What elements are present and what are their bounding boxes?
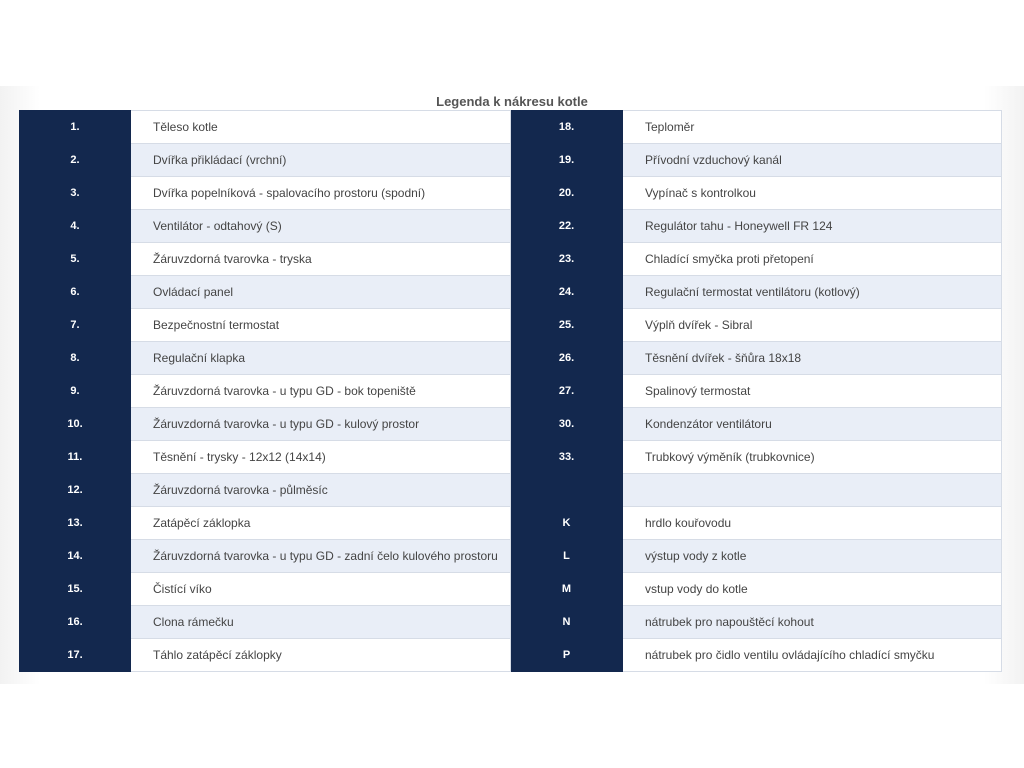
item-number: 19.	[511, 144, 623, 177]
item-number: 26.	[511, 342, 623, 375]
item-description: Čistící víko	[131, 573, 511, 606]
item-number: 4.	[20, 210, 131, 243]
item-description: Těsnění - trysky - 12x12 (14x14)	[131, 441, 511, 474]
legend-table	[19, 110, 1002, 672]
item-description: Dvířka popelníková - spalovacího prostoru (spodní)	[131, 177, 511, 210]
item-number	[511, 474, 623, 507]
item-description: Těleso kotle	[131, 111, 511, 144]
item-description: Přívodní vzduchový kanál	[623, 144, 1002, 177]
item-description: Žáruvzdorná tvarovka - u typu GD - kulový prostor	[131, 408, 511, 441]
item-number: 20.	[511, 177, 623, 210]
item-number: 22.	[511, 210, 623, 243]
item-number: 24.	[511, 276, 623, 309]
item-number: 14.	[20, 540, 131, 573]
item-number: 2.	[20, 144, 131, 177]
table-row	[20, 309, 1002, 342]
legend-table-body	[20, 111, 1002, 672]
item-description: Clona rámečku	[131, 606, 511, 639]
item-description: Ovládací panel	[131, 276, 511, 309]
table-row	[20, 441, 1002, 474]
item-description: hrdlo kouřovodu	[623, 507, 1002, 540]
table-row	[20, 540, 1002, 573]
item-number: 8.	[20, 342, 131, 375]
table-row	[20, 243, 1002, 276]
item-description: Regulátor tahu - Honeywell FR 124	[623, 210, 1002, 243]
table-row	[20, 375, 1002, 408]
item-description: Žáruvzdorná tvarovka - u typu GD - bok topeniště	[131, 375, 511, 408]
item-number: 27.	[511, 375, 623, 408]
table-row	[20, 210, 1002, 243]
item-number: 30.	[511, 408, 623, 441]
item-number: N	[511, 606, 623, 639]
item-description: Těsnění dvířek - šňůra 18x18	[623, 342, 1002, 375]
item-number: 16.	[20, 606, 131, 639]
item-description: Chladící smyčka proti přetopení	[623, 243, 1002, 276]
table-row	[20, 342, 1002, 375]
item-description: Táhlo zatápěcí záklopky	[131, 639, 511, 672]
item-description: Regulační klapka	[131, 342, 511, 375]
table-row	[20, 507, 1002, 540]
item-number: M	[511, 573, 623, 606]
item-number: 18.	[511, 111, 623, 144]
legend-title: Legenda k nákresu kotle	[436, 94, 588, 109]
item-number: 3.	[20, 177, 131, 210]
item-number: 13.	[20, 507, 131, 540]
item-number: 12.	[20, 474, 131, 507]
table-row	[20, 144, 1002, 177]
item-description: Spalinový termostat	[623, 375, 1002, 408]
item-description: Trubkový výměník (trubkovnice)	[623, 441, 1002, 474]
item-description: Regulační termostat ventilátoru (kotlový)	[623, 276, 1002, 309]
item-description: Bezpečnostní termostat	[131, 309, 511, 342]
item-number: 9.	[20, 375, 131, 408]
item-description: Zatápěcí záklopka	[131, 507, 511, 540]
item-number: 15.	[20, 573, 131, 606]
item-number: 17.	[20, 639, 131, 672]
item-description: Žáruvzdorná tvarovka - tryska	[131, 243, 511, 276]
item-number: 25.	[511, 309, 623, 342]
table-row	[20, 606, 1002, 639]
item-number: 23.	[511, 243, 623, 276]
item-description: výstup vody z kotle	[623, 540, 1002, 573]
table-row	[20, 573, 1002, 606]
item-number: L	[511, 540, 623, 573]
item-number: 6.	[20, 276, 131, 309]
table-row	[20, 111, 1002, 144]
item-description: nátrubek pro čidlo ventilu ovládajícího chladící smyčku	[623, 639, 1002, 672]
item-number: 10.	[20, 408, 131, 441]
item-description: Výplň dvířek - Sibral	[623, 309, 1002, 342]
item-description: Žáruvzdorná tvarovka - u typu GD - zadní čelo kulového prostoru	[131, 540, 511, 573]
item-number: 11.	[20, 441, 131, 474]
item-number: P	[511, 639, 623, 672]
item-description: Ventilátor - odtahový (S)	[131, 210, 511, 243]
item-description: vstup vody do kotle	[623, 573, 1002, 606]
item-description	[623, 474, 1002, 507]
table-row	[20, 177, 1002, 210]
item-description: Vypínač s kontrolkou	[623, 177, 1002, 210]
item-number: 5.	[20, 243, 131, 276]
item-description: Žáruvzdorná tvarovka - půlměsíc	[131, 474, 511, 507]
item-description: Teploměr	[623, 111, 1002, 144]
table-row	[20, 639, 1002, 672]
item-number: K	[511, 507, 623, 540]
item-description: Kondenzátor ventilátoru	[623, 408, 1002, 441]
item-number: 7.	[20, 309, 131, 342]
item-description: Dvířka přikládací (vrchní)	[131, 144, 511, 177]
table-row	[20, 408, 1002, 441]
item-number: 1.	[20, 111, 131, 144]
item-description: nátrubek pro napouštěcí kohout	[623, 606, 1002, 639]
table-row	[20, 474, 1002, 507]
item-number: 33.	[511, 441, 623, 474]
table-row	[20, 276, 1002, 309]
